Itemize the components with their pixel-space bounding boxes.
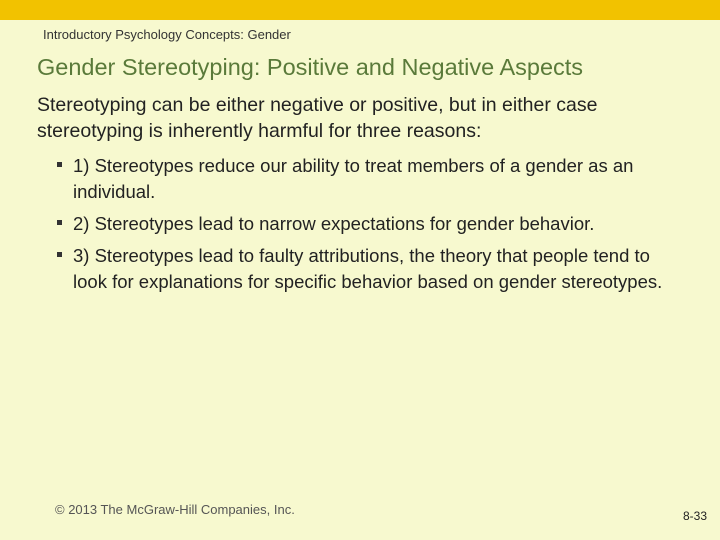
slide-title: Gender Stereotyping: Positive and Negative Aspects [37, 54, 584, 80]
square-bullet-icon [57, 252, 62, 257]
intro-paragraph [37, 92, 705, 144]
bullet-list [55, 153, 685, 301]
list-item [55, 153, 685, 205]
list-item [55, 243, 685, 295]
square-bullet-icon [57, 220, 62, 225]
copyright-notice: © 2013 The McGraw-Hill Companies, Inc. [55, 502, 295, 517]
top-color-band [0, 0, 720, 20]
bullet-text: 2) Stereotypes lead to narrow expectations for gender behavior. [73, 213, 595, 234]
course-label: Introductory Psychology Concepts: Gender [43, 27, 291, 42]
bullet-text: 1) Stereotypes reduce our ability to treat members of a gender as an individual. [73, 155, 634, 202]
intro-text: Stereotyping can be either negative or positive, but in either case stereotyping is inherently harmful for three reasons: [37, 94, 598, 142]
bullet-text: 3) Stereotypes lead to faulty attributions, the theory that people tend to look for explanations for specific behavior based on gender stereotypes. [73, 245, 663, 292]
page-number: 8-33 [682, 509, 707, 523]
list-item [55, 211, 685, 237]
square-bullet-icon [57, 162, 62, 167]
